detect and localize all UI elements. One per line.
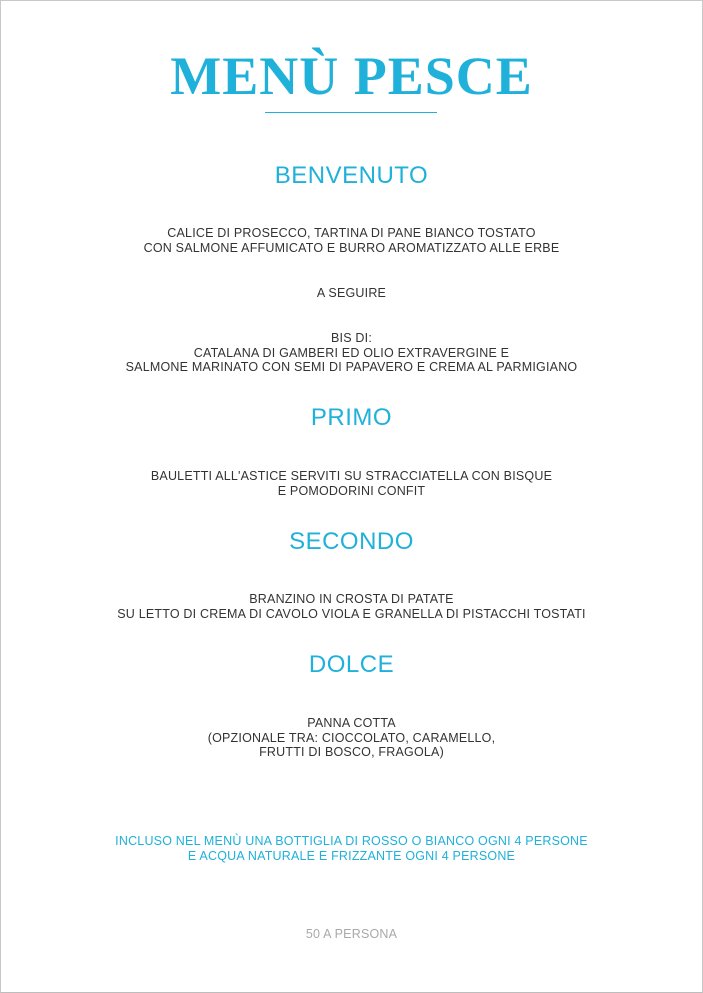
- section-heading-secondo: SECONDO: [289, 528, 414, 555]
- dish-secondo: [0, 592, 703, 621]
- dish-line: SALMONE MARINATO CON SEMI DI PAPAVERO E CREMA AL PARMIGIANO: [125, 360, 578, 374]
- dish-line: SU LETTO DI CREMA DI CAVOLO VIOLA E GRANELLA DI PISTACCHI TOSTATI: [117, 606, 586, 621]
- dish-line: BIS DI:: [331, 331, 372, 345]
- dish-line: E POMODORINI CONFIT: [277, 483, 426, 498]
- dish-line: BAULETTI ALL'ASTICE SERVITI SU STRACCIATELLA CON BISQUE: [150, 469, 553, 483]
- included-drinks-note: [0, 834, 703, 863]
- dish-line: (OPZIONALE TRA: CIOCCOLATO, CARAMELLO,: [207, 730, 496, 745]
- price-per-person: 50 A PERSONA: [305, 927, 398, 941]
- dish-line: PANNA COTTA: [307, 716, 396, 730]
- section-heading-primo: PRIMO: [310, 404, 393, 431]
- dish-line: FRUTTI DI BOSCO, FRAGOLA): [259, 745, 444, 759]
- dish-line: CALICE DI PROSECCO, TARTINA DI PANE BIANCO TOSTATO: [167, 226, 536, 240]
- note-line: INCLUSO NEL MENÙ UNA BOTTIGLIA DI ROSSO O BIANCO OGNI 4 PERSONE: [115, 834, 588, 848]
- section-heading-benvenuto: BENVENUTO: [274, 162, 429, 189]
- dish-primo: [0, 469, 703, 498]
- dish-bis: [0, 331, 703, 375]
- section-heading-dolce: DOLCE: [308, 651, 395, 678]
- dish-line: A SEGUIRE: [316, 286, 387, 300]
- dish-connector-a-seguire: [0, 286, 703, 301]
- dish-line: CATALANA DI GAMBERI ED OLIO EXTRAVERGINE E: [193, 345, 510, 360]
- dish-line: BRANZINO IN CROSTA DI PATATE: [249, 592, 454, 606]
- note-line: E ACQUA NATURALE E FRIZZANTE OGNI 4 PERSONE: [187, 848, 516, 863]
- dish-dolce: [0, 716, 703, 760]
- title-underline: [265, 112, 437, 113]
- dish-line: CON SALMONE AFFUMICATO E BURRO AROMATIZZATO ALLE ERBE: [143, 240, 560, 255]
- dish-welcome-aperitif: [0, 226, 703, 255]
- menu-title: MENÙ PESCE: [170, 46, 533, 106]
